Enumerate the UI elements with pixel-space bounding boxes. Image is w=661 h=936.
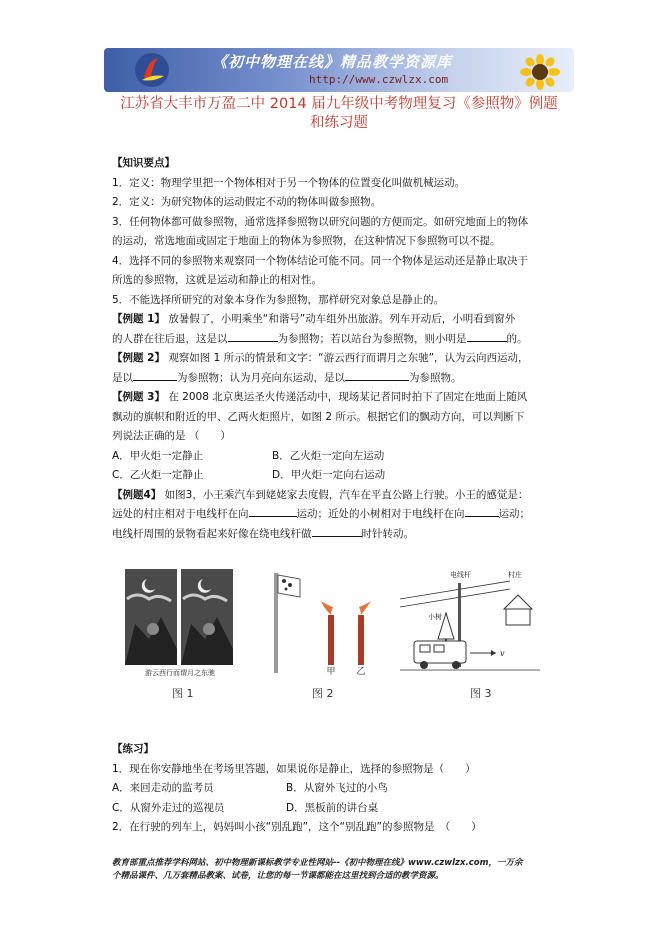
practice-question-2: 2．在行驶的列车上，妈妈叫小孩“别乱跑”，这个“别乱跑”的参照物是 （ ） (112, 821, 482, 833)
example-1-line1: 【例题 1】 放暑假了，小明乘坐“和谐号”动车组外出旅游。列车开动后，小明看到窗外 (112, 313, 516, 325)
example-4-tag: 【例题4】 (112, 488, 162, 501)
document-title-line1: 江苏省大丰市万盈二中 2014 届九年级中考物理复习《参照物》例题 (120, 96, 558, 112)
section-heading-practice: 【练习】 (112, 743, 154, 755)
answer-blank[interactable] (345, 369, 409, 381)
answer-blank[interactable] (228, 330, 278, 342)
example-3-line3: 列说法正确的是 （ ） (112, 430, 231, 442)
example-4-line1: 【例题4】 如图3，小王乘汽车到姥姥家去度假，汽车在平直公路上行驶。小王的感觉是： (112, 488, 529, 501)
torch-yi-label: 乙 (356, 667, 366, 675)
example-3-options-ab (112, 447, 592, 467)
option-c: C．乙火炬一定静止 (112, 469, 204, 481)
option-a: A．来回走动的监考员 (112, 782, 214, 794)
figure-1-label: 图 1 (172, 687, 194, 700)
practice-q1-options-cd (112, 799, 592, 819)
answer-blank[interactable] (465, 505, 499, 517)
knowledge-item-3a: 3．任何物体都可做参照物，通常选择参照物以研究问题的方便而定。如研究地面上的物体 (112, 215, 529, 228)
option-c: C．从窗外走过的巡视员 (112, 801, 225, 814)
figure-2-image (260, 565, 380, 675)
banner-title: 《初中物理在线》精品教学资源库 (212, 53, 453, 71)
figures-row (120, 565, 540, 705)
document-title (104, 95, 574, 133)
footer-line-1: 教育部重点推荐学科网站、初中物理新课标教学专业性网站--《初中物理在线》www.czwlzx.com，一万余 (112, 858, 523, 868)
knowledge-item-3b: 的运动，常选地面或固定于地面上的物体为参照物，在这种情况下参照物可以不提。 (112, 235, 501, 247)
figure-3-label: 图 3 (470, 687, 492, 700)
option-a: A．甲火炬一定静止 (112, 449, 204, 462)
header-banner (104, 48, 574, 92)
option-d: D．黑板前的讲台桌 (286, 801, 379, 814)
example-4-line2: 远处的村庄相对于电线杆在向 运动；近处的小树相对于电线杆在向 运动； (112, 505, 592, 525)
knowledge-item-1: 1．定义：物理学里把一个物体相对于另一个物体的位置变化叫做机械运动。 (112, 176, 466, 189)
example-2-tag: 【例题 2】 (112, 352, 165, 364)
example-3-line1: 【例题 3】 在 2008 北京奥运圣火传递活动中，现场某记者同时拍下了固定在地面上随风 (112, 391, 528, 403)
figure-1-image (125, 569, 235, 679)
banner-url[interactable]: http://www.czwlzx.com (309, 73, 449, 86)
velocity-label: v (500, 649, 505, 658)
footer-line-2: 个精品课件、几万套精品教案、试卷，让您的每一节课都能在这里找到合适的教学资源。 (112, 871, 444, 881)
document-title-line2: 和练习题 (310, 115, 368, 131)
knowledge-item-4a: 4．选择不同的参照物来观察同一个物体结论可能不同。同一个物体是运动还是静止取决于 (112, 254, 529, 267)
example-4-line3: 电线杆周围的景物看起来好像在绕电线杆做 时针转动。 (112, 525, 592, 545)
pole-label: 电线杆 (450, 571, 471, 579)
tree-label: 小树 (428, 613, 442, 621)
practice-question-1: 1．现在你安静地坐在考场里答题，如果说你是静止，选择的参照物是（ ） (112, 762, 476, 775)
example-1-line2: 的人群在往后退，这是以 为参照物；若以站台为参照物，则小明是 的。 (112, 330, 592, 350)
section-heading-knowledge: 【知识要点】 (112, 157, 175, 169)
practice-section (112, 740, 592, 838)
village-label: 村庄 (508, 571, 522, 579)
torch-jia-label: 甲 (326, 667, 336, 675)
figure-1-caption: 游云西行而谓月之东驰 (145, 669, 215, 677)
knowledge-item-5: 5．不能选择所研究的对象本身作为参照物，那样研究对象总是静止的。 (112, 293, 445, 306)
example-3-line2: 飘动的旗帜和附近的甲、乙两火炬照片，如图 2 所示。根据它们的飘动方向，可以判断下 (112, 410, 525, 423)
page-footer (112, 857, 592, 883)
practice-q1-options-ab (112, 779, 592, 799)
answer-blank[interactable] (133, 369, 177, 381)
example-3-options-cd (112, 466, 592, 486)
knowledge-item-2: 2．定义：为研究物体的运动假定不动的物体叫做参照物。 (112, 196, 382, 208)
answer-blank[interactable] (467, 330, 507, 342)
option-b: B．从窗外飞过的小鸟 (286, 782, 388, 794)
example-1-tag: 【例题 1】 (112, 313, 165, 325)
example-2-line1: 【例题 2】 观察如图 1 所示的情景和文字：“游云西行而谓月之东驰”，认为云向西运动， (112, 352, 529, 364)
answer-blank[interactable] (249, 505, 297, 517)
site-logo-icon (134, 52, 170, 88)
main-content (112, 154, 592, 544)
figure-3-image (400, 569, 540, 675)
example-2-line2: 是以 为参照物；认为月亮向东运动，是以 为参照物。 (112, 369, 592, 389)
sunflower-icon (520, 54, 560, 90)
example-3-tag: 【例题 3】 (112, 391, 165, 403)
figure-2-label: 图 2 (312, 687, 334, 700)
option-b: B．乙火炬一定向左运动 (272, 449, 385, 462)
answer-blank[interactable] (312, 525, 362, 537)
knowledge-item-4b: 所选的参照物，这就是运动和静止的相对性。 (112, 274, 322, 286)
option-d: D．甲火炬一定向右运动 (272, 469, 386, 481)
